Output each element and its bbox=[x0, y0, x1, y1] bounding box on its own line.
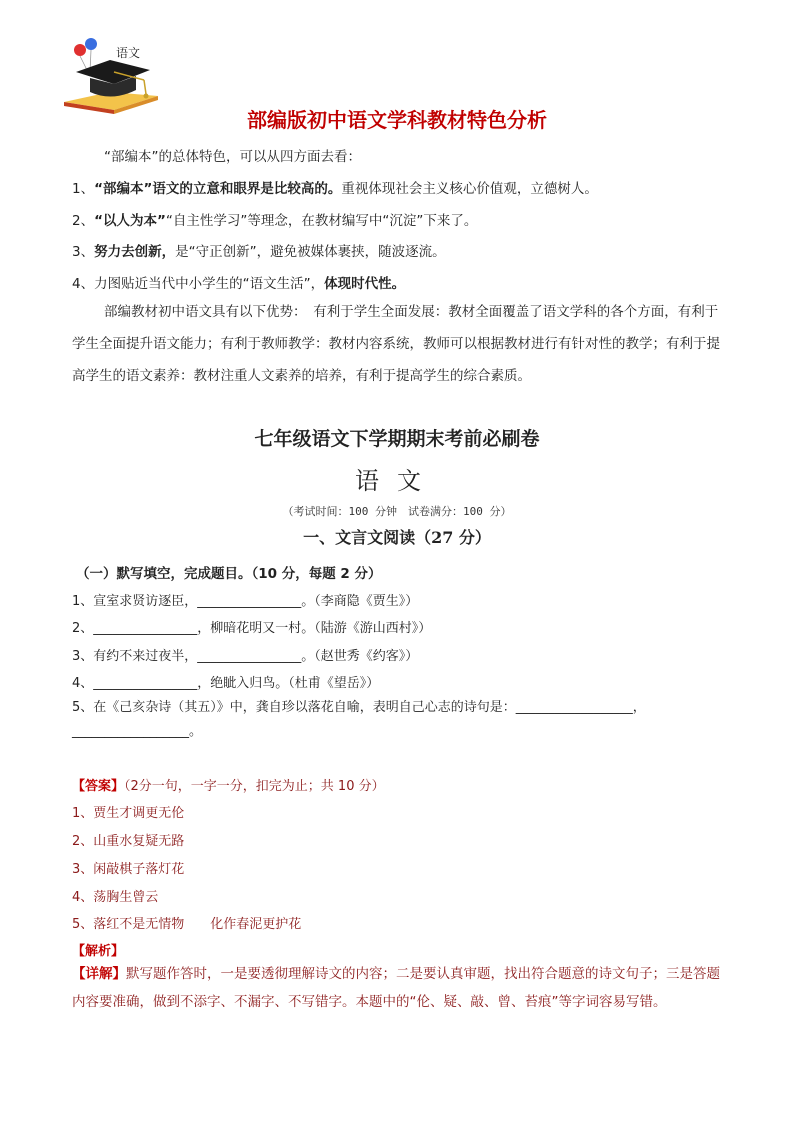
answer-4: 4、荡胸生曾云 bbox=[72, 890, 159, 905]
question-5-cont: __________________。 bbox=[72, 724, 203, 739]
part-heading: （一）默写填空，完成题目。（10 分，每题 2 分） bbox=[76, 566, 382, 582]
answer-1: 1、贾生才调更无伦 bbox=[72, 806, 185, 821]
logo-label: 语文 bbox=[116, 46, 141, 60]
answer-3: 3、闲敲棋子落灯花 bbox=[72, 862, 185, 877]
page-title: 部编版初中语文学科教材特色分析 bbox=[247, 108, 547, 132]
detail-paragraph bbox=[72, 960, 724, 1016]
question-2: 2、________________，柳暗花明又一村。（陆游《游山西村》） bbox=[72, 621, 432, 636]
exam-title: 七年级语文下学期期末考前必刷卷 bbox=[254, 428, 540, 450]
exam-info: （考试时间：100 分钟 试卷满分：100 分） bbox=[282, 505, 512, 518]
feature-num: 1、 bbox=[72, 181, 95, 197]
feature-1 bbox=[72, 177, 598, 197]
feature-num: 2、 bbox=[72, 213, 95, 229]
section-heading: 一、文言文阅读（27 分） bbox=[303, 528, 491, 547]
logo-graduation-cap bbox=[58, 36, 164, 114]
feature-rest: “自主性学习”等理念，在教材编写中“沉淀”下来了。 bbox=[165, 213, 478, 229]
answer-heading bbox=[72, 775, 385, 794]
feature-bold: “部编本”语文的立意和眼界是比较高的。 bbox=[94, 181, 342, 197]
question-4: 4、________________，绝眦入归鸟。（杜甫《望岳》） bbox=[72, 676, 380, 691]
answer-note: （2分一句，一字一分，扣完为止；共 10 分） bbox=[124, 779, 385, 794]
intro-text: “部编本”的总体特色，可以从四方面去看： bbox=[104, 149, 361, 165]
feature-num: 4、 bbox=[72, 276, 95, 292]
feature-num: 3、 bbox=[72, 244, 95, 260]
feature-3 bbox=[72, 240, 446, 260]
question-5: 5、在《己亥杂诗（其五）》中，龚自珍以落花自喻，表明自己心志的诗句是：__________________， bbox=[72, 700, 646, 715]
feature-2 bbox=[72, 209, 477, 229]
feature-rest: 是“守正创新”，避免被媒体裹挟，随波逐流。 bbox=[175, 244, 446, 260]
detail-text: 默写题作答时，一是要透彻理解诗文的内容；二是要认真审题，找出符合题意的诗文句子；三是答题内容要准确，做到不添字、不漏字、不写错字。本题中的“伦、疑、敲、曾、苔痕”等字词容易写错。 bbox=[72, 966, 720, 1010]
advantages-paragraph: 部编教材初中语文具有以下优势： 有利于学生全面发展：教材全面覆盖了语文学科的各个方面，有利于学生全面提升语文能力；有利于教师教学：教材内容系统，教师可以根据教材进行有针对性的教学；有利于提高学生的语文素养：教材注重人文素养的培养，有利于提高学生的综合素质。 bbox=[72, 304, 720, 384]
analysis-label: 【解析】 bbox=[72, 944, 125, 959]
feature-bold: 体现时代性。 bbox=[324, 276, 406, 292]
feature-bold: “以人为本” bbox=[94, 213, 166, 229]
feature-4 bbox=[72, 272, 405, 292]
feature-rest: 力图贴近当代中小学生的“语文生活”， bbox=[94, 276, 325, 292]
answer-label: 【答案】 bbox=[72, 779, 125, 794]
graduation-cap-icon bbox=[58, 36, 164, 114]
exam-subject: 语文 bbox=[355, 467, 439, 495]
detail-label: 【详解】 bbox=[72, 966, 126, 982]
answer-2: 2、山重水复疑无路 bbox=[72, 834, 185, 849]
feature-rest: 重视体现社会主义核心价值观，立德树人。 bbox=[341, 181, 598, 197]
answer-5: 5、落红不是无情物 化作春泥更护花 bbox=[72, 917, 302, 932]
question-3: 3、有约不来过夜半，________________。（赵世秀《约客》） bbox=[72, 649, 419, 664]
feature-bold: 努力去创新， bbox=[94, 244, 176, 260]
question-1: 1、宣室求贤访逐臣，________________。（李商隐《贾生》） bbox=[72, 594, 419, 609]
